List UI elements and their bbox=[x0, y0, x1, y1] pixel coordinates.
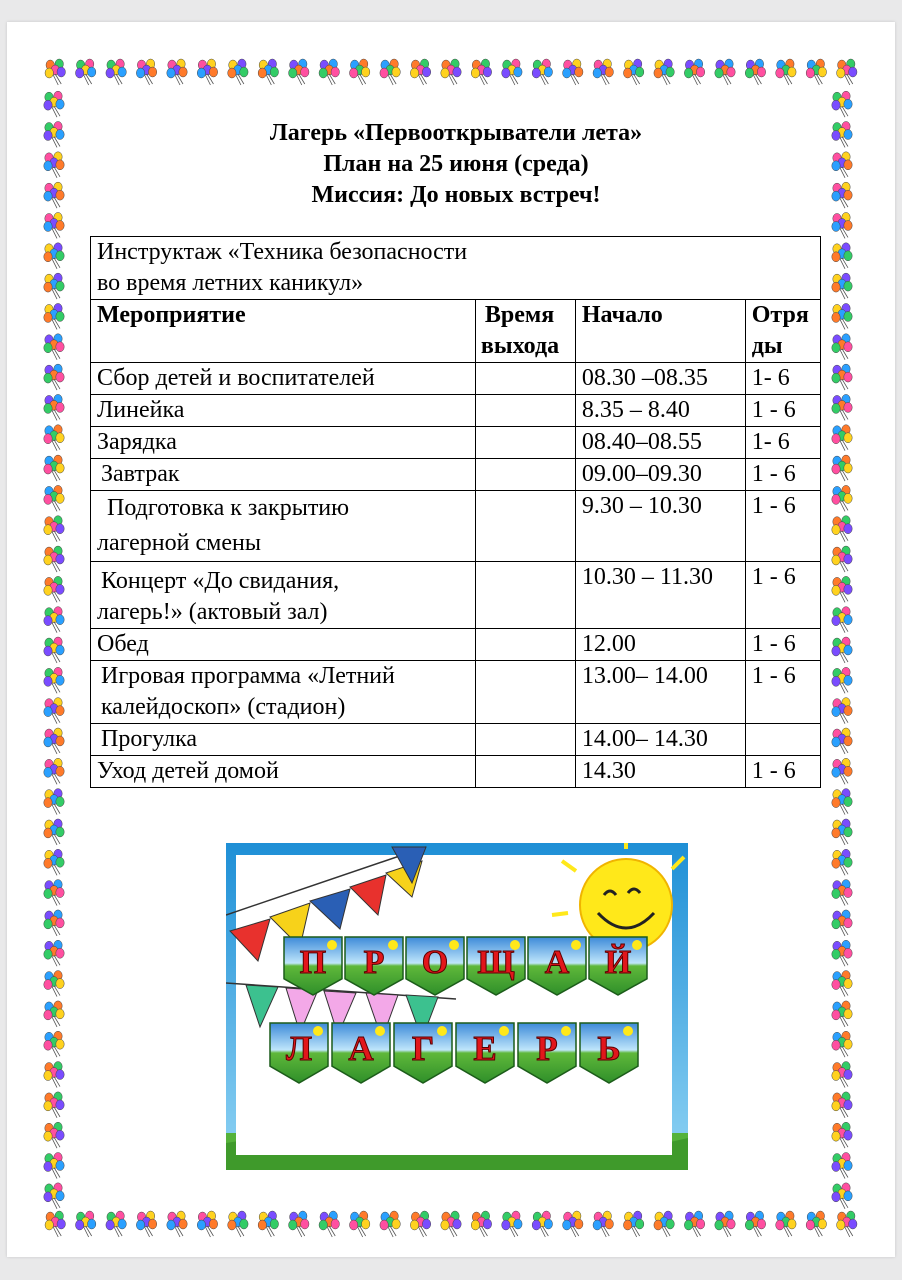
balloon-bunch-icon bbox=[832, 1001, 852, 1027]
exit-time-cell bbox=[475, 459, 575, 491]
balloon-bunch-icon bbox=[832, 303, 852, 329]
table-row bbox=[91, 756, 821, 788]
balloon-bunch-icon bbox=[167, 59, 187, 85]
event-cell: Прогулка bbox=[91, 724, 476, 756]
balloon-bunch-icon bbox=[44, 546, 64, 572]
balloon-bunch-icon bbox=[75, 1211, 95, 1237]
flag-letter: А bbox=[544, 943, 570, 981]
balloon-bunch-icon bbox=[471, 1211, 491, 1237]
balloon-bunch-icon bbox=[593, 59, 613, 85]
balloon-bunch-icon bbox=[532, 1211, 552, 1237]
balloon-bunch-icon bbox=[44, 849, 64, 875]
balloon-bunch-icon bbox=[319, 1211, 339, 1237]
balloon-bunch-icon bbox=[44, 121, 64, 147]
balloon-bunch-icon bbox=[832, 121, 852, 147]
table-row bbox=[91, 459, 821, 491]
balloon-bunch-icon bbox=[44, 607, 64, 633]
event-cell bbox=[91, 491, 476, 562]
balloon-bunch-icon bbox=[44, 1031, 64, 1057]
balloon-bunch-icon bbox=[832, 182, 852, 208]
balloon-bunch-icon bbox=[258, 59, 278, 85]
balloon-bunch-icon bbox=[258, 1211, 278, 1237]
balloon-bunch-icon bbox=[806, 1211, 826, 1237]
balloon-bunch-icon bbox=[715, 1211, 735, 1237]
balloon-bunch-icon bbox=[832, 728, 852, 754]
balloon-bunch-icon bbox=[832, 1062, 852, 1088]
balloon-bunch-icon bbox=[44, 576, 64, 602]
flag-letter: О bbox=[421, 943, 449, 981]
squads-cell: 1- 6 bbox=[745, 427, 820, 459]
squads-line2: ды bbox=[751, 333, 783, 359]
balloon-bunch-icon bbox=[832, 880, 852, 906]
balloon-bunch-icon bbox=[167, 1211, 187, 1237]
balloon-bunch-icon bbox=[563, 1211, 583, 1237]
balloon-column-right bbox=[828, 88, 858, 1210]
squads-cell bbox=[745, 724, 820, 756]
balloon-bunch-icon bbox=[832, 485, 852, 511]
balloon-bunch-icon bbox=[44, 880, 64, 906]
event-cell bbox=[91, 562, 476, 629]
balloon-bunch-icon bbox=[44, 1092, 64, 1118]
start-time-cell: 10.30 – 11.30 bbox=[575, 562, 745, 629]
balloon-bunch-icon bbox=[502, 59, 522, 85]
balloon-bunch-icon bbox=[832, 607, 852, 633]
balloon-bunch-icon bbox=[44, 273, 64, 299]
balloon-bunch-icon bbox=[684, 59, 704, 85]
balloon-bunch-icon bbox=[44, 212, 64, 238]
balloon-bunch-icon bbox=[832, 546, 852, 572]
squads-cell: 1 - 6 bbox=[745, 459, 820, 491]
schedule-table bbox=[90, 236, 821, 788]
table-row bbox=[91, 427, 821, 459]
column-header-event: Мероприятие bbox=[91, 300, 476, 363]
balloon-bunch-icon bbox=[197, 1211, 217, 1237]
balloon-bunch-icon bbox=[410, 1211, 430, 1237]
balloon-bunch-icon bbox=[44, 667, 64, 693]
squads-cell: 1 - 6 bbox=[745, 756, 820, 788]
balloon-bunch-icon bbox=[745, 1211, 765, 1237]
start-time-cell: 08.40–08.55 bbox=[575, 427, 745, 459]
balloon-bunch-icon bbox=[197, 59, 217, 85]
farewell-camp-picture bbox=[226, 843, 688, 1170]
flag-letter: Й bbox=[604, 943, 632, 981]
squads-line1: Отря bbox=[751, 302, 809, 328]
flag-letter: Г bbox=[411, 1029, 435, 1069]
balloon-bunch-icon bbox=[832, 1183, 852, 1209]
flag-letter: П bbox=[299, 943, 327, 981]
plan-date: План на 25 июня (среда) bbox=[323, 151, 589, 177]
balloon-border-right bbox=[828, 88, 858, 1210]
balloon-bunch-icon bbox=[44, 152, 64, 178]
balloon-bunch-icon bbox=[471, 59, 491, 85]
start-time-cell: 09.00–09.30 bbox=[575, 459, 745, 491]
event-cell: Зарядка bbox=[91, 427, 476, 459]
balloon-bunch-icon bbox=[75, 59, 95, 85]
balloon-bunch-icon bbox=[319, 59, 339, 85]
balloon-bunch-icon bbox=[106, 59, 126, 85]
table-row bbox=[91, 363, 821, 395]
balloon-bunch-icon bbox=[44, 91, 64, 117]
balloon-bunch-icon bbox=[832, 334, 852, 360]
balloon-bunch-icon bbox=[44, 789, 64, 815]
exit-time-cell bbox=[475, 427, 575, 459]
balloon-bunch-icon bbox=[837, 59, 857, 85]
event-cell: Сбор детей и воспитателей bbox=[91, 363, 476, 395]
balloon-bunch-icon bbox=[623, 1211, 643, 1237]
exit-time-cell bbox=[475, 724, 575, 756]
squads-cell: 1 - 6 bbox=[745, 629, 820, 661]
start-time-cell: 14.00– 14.30 bbox=[575, 724, 745, 756]
start-time-cell: 08.30 –08.35 bbox=[575, 363, 745, 395]
balloon-bunch-icon bbox=[832, 819, 852, 845]
plan-heading bbox=[90, 118, 822, 211]
flag-letter: Е bbox=[473, 1029, 497, 1069]
balloon-bunch-icon bbox=[349, 59, 369, 85]
balloon-bunch-icon bbox=[44, 940, 64, 966]
balloon-bunch-icon bbox=[832, 425, 852, 451]
balloon-bunch-icon bbox=[806, 59, 826, 85]
balloon-bunch-icon bbox=[776, 1211, 796, 1237]
exit-time-cell bbox=[475, 395, 575, 427]
balloon-bunch-icon bbox=[289, 59, 309, 85]
balloon-bunch-icon bbox=[623, 59, 643, 85]
balloon-bunch-icon bbox=[832, 273, 852, 299]
balloon-bunch-icon bbox=[44, 971, 64, 997]
balloon-bunch-icon bbox=[136, 59, 156, 85]
table-header-row bbox=[91, 300, 821, 363]
balloon-bunch-icon bbox=[441, 59, 461, 85]
column-header-start: Начало bbox=[575, 300, 745, 363]
balloon-border-bottom bbox=[40, 1210, 862, 1240]
table-title-row bbox=[91, 237, 821, 300]
balloon-bunch-icon bbox=[44, 1153, 64, 1179]
balloon-bunch-icon bbox=[380, 59, 400, 85]
balloon-bunch-icon bbox=[837, 1211, 857, 1237]
balloon-bunch-icon bbox=[832, 394, 852, 420]
squads-cell: 1 - 6 bbox=[745, 491, 820, 562]
table-row bbox=[91, 395, 821, 427]
balloon-bunch-icon bbox=[832, 212, 852, 238]
event-line2: лагерной смены bbox=[97, 530, 261, 556]
balloon-bunch-icon bbox=[44, 728, 64, 754]
balloon-bunch-icon bbox=[832, 940, 852, 966]
column-header-exit-time bbox=[475, 300, 575, 363]
balloon-bunch-icon bbox=[44, 425, 64, 451]
balloon-bunch-icon bbox=[44, 516, 64, 542]
balloon-bunch-icon bbox=[832, 1153, 852, 1179]
balloon-bunch-icon bbox=[832, 910, 852, 936]
balloon-bunch-icon bbox=[532, 59, 552, 85]
table-row bbox=[91, 724, 821, 756]
event-line2: лагерь!» (актовый зал) bbox=[97, 599, 328, 625]
balloon-bunch-icon bbox=[45, 1211, 65, 1237]
exit-time-cell bbox=[475, 491, 575, 562]
table-row bbox=[91, 491, 821, 562]
flag-letter: А bbox=[348, 1029, 374, 1069]
balloon-bunch-icon bbox=[593, 1211, 613, 1237]
balloon-bunch-icon bbox=[44, 485, 64, 511]
start-time-cell: 13.00– 14.00 bbox=[575, 661, 745, 724]
table-row bbox=[91, 562, 821, 629]
squads-cell: 1 - 6 bbox=[745, 562, 820, 629]
safety-briefing-line2: во время летних каникул» bbox=[97, 270, 364, 296]
flag-letter: Л bbox=[285, 1029, 313, 1069]
balloon-bunch-icon bbox=[832, 698, 852, 724]
balloon-bunch-icon bbox=[441, 1211, 461, 1237]
balloon-bunch-icon bbox=[44, 1062, 64, 1088]
balloon-bunch-icon bbox=[44, 334, 64, 360]
event-line2: калейдоскоп» (стадион) bbox=[101, 694, 346, 720]
balloon-column-left bbox=[40, 88, 70, 1210]
event-line1: Игровая программа «Летний bbox=[101, 663, 395, 689]
balloon-bunch-icon bbox=[410, 59, 430, 85]
exit-time-cell bbox=[475, 756, 575, 788]
balloon-bunch-icon bbox=[44, 182, 64, 208]
balloon-bunch-icon bbox=[832, 758, 852, 784]
flag-letter: Р bbox=[536, 1029, 558, 1069]
balloon-bunch-icon bbox=[228, 59, 248, 85]
balloon-bunch-icon bbox=[832, 516, 852, 542]
exit-time-cell bbox=[475, 661, 575, 724]
event-line1: Концерт «До свидания, bbox=[101, 568, 340, 594]
balloon-bunch-icon bbox=[832, 971, 852, 997]
balloon-bunch-icon bbox=[832, 152, 852, 178]
camp-name: Лагерь «Первооткрыватели лета» bbox=[269, 120, 643, 146]
column-header-squads bbox=[745, 300, 820, 363]
balloon-bunch-icon bbox=[745, 59, 765, 85]
balloon-bunch-icon bbox=[44, 394, 64, 420]
exit-time-line1: Время bbox=[484, 302, 555, 328]
balloon-bunch-icon bbox=[44, 303, 64, 329]
exit-time-cell bbox=[475, 562, 575, 629]
event-cell: Обед bbox=[91, 629, 476, 661]
balloon-bunch-icon bbox=[563, 59, 583, 85]
balloon-bunch-icon bbox=[654, 59, 674, 85]
balloon-bunch-icon bbox=[44, 1122, 64, 1148]
balloon-border-left bbox=[40, 88, 70, 1210]
balloon-bunch-icon bbox=[832, 1092, 852, 1118]
flag-letter: Щ bbox=[477, 943, 515, 981]
exit-time-cell bbox=[475, 363, 575, 395]
balloon-bunch-icon bbox=[832, 849, 852, 875]
event-cell: Завтрак bbox=[91, 459, 476, 491]
balloon-bunch-icon bbox=[380, 1211, 400, 1237]
squads-cell: 1 - 6 bbox=[745, 661, 820, 724]
balloon-bunch-icon bbox=[832, 1122, 852, 1148]
balloon-bunch-icon bbox=[776, 59, 796, 85]
balloon-bunch-icon bbox=[832, 789, 852, 815]
safety-briefing-title bbox=[91, 237, 821, 300]
squads-cell: 1- 6 bbox=[745, 363, 820, 395]
balloon-bunch-icon bbox=[832, 637, 852, 663]
balloon-bunch-icon bbox=[44, 698, 64, 724]
balloon-row-top bbox=[40, 58, 862, 88]
balloon-bunch-icon bbox=[289, 1211, 309, 1237]
balloon-bunch-icon bbox=[832, 576, 852, 602]
balloon-bunch-icon bbox=[502, 1211, 522, 1237]
balloon-row-bottom bbox=[40, 1210, 862, 1240]
balloon-bunch-icon bbox=[44, 819, 64, 845]
balloon-bunch-icon bbox=[44, 910, 64, 936]
balloon-bunch-icon bbox=[106, 1211, 126, 1237]
balloon-bunch-icon bbox=[832, 91, 852, 117]
farewell-illustration bbox=[226, 843, 688, 1170]
start-time-cell: 9.30 – 10.30 bbox=[575, 491, 745, 562]
event-cell: Линейка bbox=[91, 395, 476, 427]
exit-time-line2: выхода bbox=[480, 333, 560, 359]
event-line1: Подготовка к закрытию bbox=[107, 495, 350, 521]
flag-letter: Ь bbox=[597, 1029, 621, 1069]
balloon-border-top bbox=[40, 58, 862, 88]
balloon-bunch-icon bbox=[44, 455, 64, 481]
balloon-bunch-icon bbox=[44, 758, 64, 784]
balloon-bunch-icon bbox=[832, 243, 852, 269]
balloon-bunch-icon bbox=[44, 364, 64, 390]
exit-time-cell bbox=[475, 629, 575, 661]
balloon-bunch-icon bbox=[44, 1001, 64, 1027]
start-time-cell: 8.35 – 8.40 bbox=[575, 395, 745, 427]
balloon-bunch-icon bbox=[44, 637, 64, 663]
balloon-bunch-icon bbox=[654, 1211, 674, 1237]
balloon-bunch-icon bbox=[228, 1211, 248, 1237]
flag-letter: Р bbox=[363, 943, 385, 981]
squads-cell: 1 - 6 bbox=[745, 395, 820, 427]
balloon-bunch-icon bbox=[136, 1211, 156, 1237]
balloon-bunch-icon bbox=[44, 243, 64, 269]
balloon-bunch-icon bbox=[44, 1183, 64, 1209]
start-time-cell: 12.00 bbox=[575, 629, 745, 661]
balloon-bunch-icon bbox=[715, 59, 735, 85]
event-cell: Уход детей домой bbox=[91, 756, 476, 788]
event-cell bbox=[91, 661, 476, 724]
balloon-bunch-icon bbox=[832, 364, 852, 390]
start-time-cell: 14.30 bbox=[575, 756, 745, 788]
mission-title: Миссия: До новых встреч! bbox=[311, 182, 601, 208]
table-row bbox=[91, 661, 821, 724]
balloon-bunch-icon bbox=[349, 1211, 369, 1237]
table-row bbox=[91, 629, 821, 661]
safety-briefing-line1: Инструктаж «Техника безопасности bbox=[97, 239, 468, 265]
balloon-bunch-icon bbox=[684, 1211, 704, 1237]
balloon-bunch-icon bbox=[832, 455, 852, 481]
balloon-bunch-icon bbox=[45, 59, 65, 85]
balloon-bunch-icon bbox=[832, 1031, 852, 1057]
balloon-bunch-icon bbox=[832, 667, 852, 693]
